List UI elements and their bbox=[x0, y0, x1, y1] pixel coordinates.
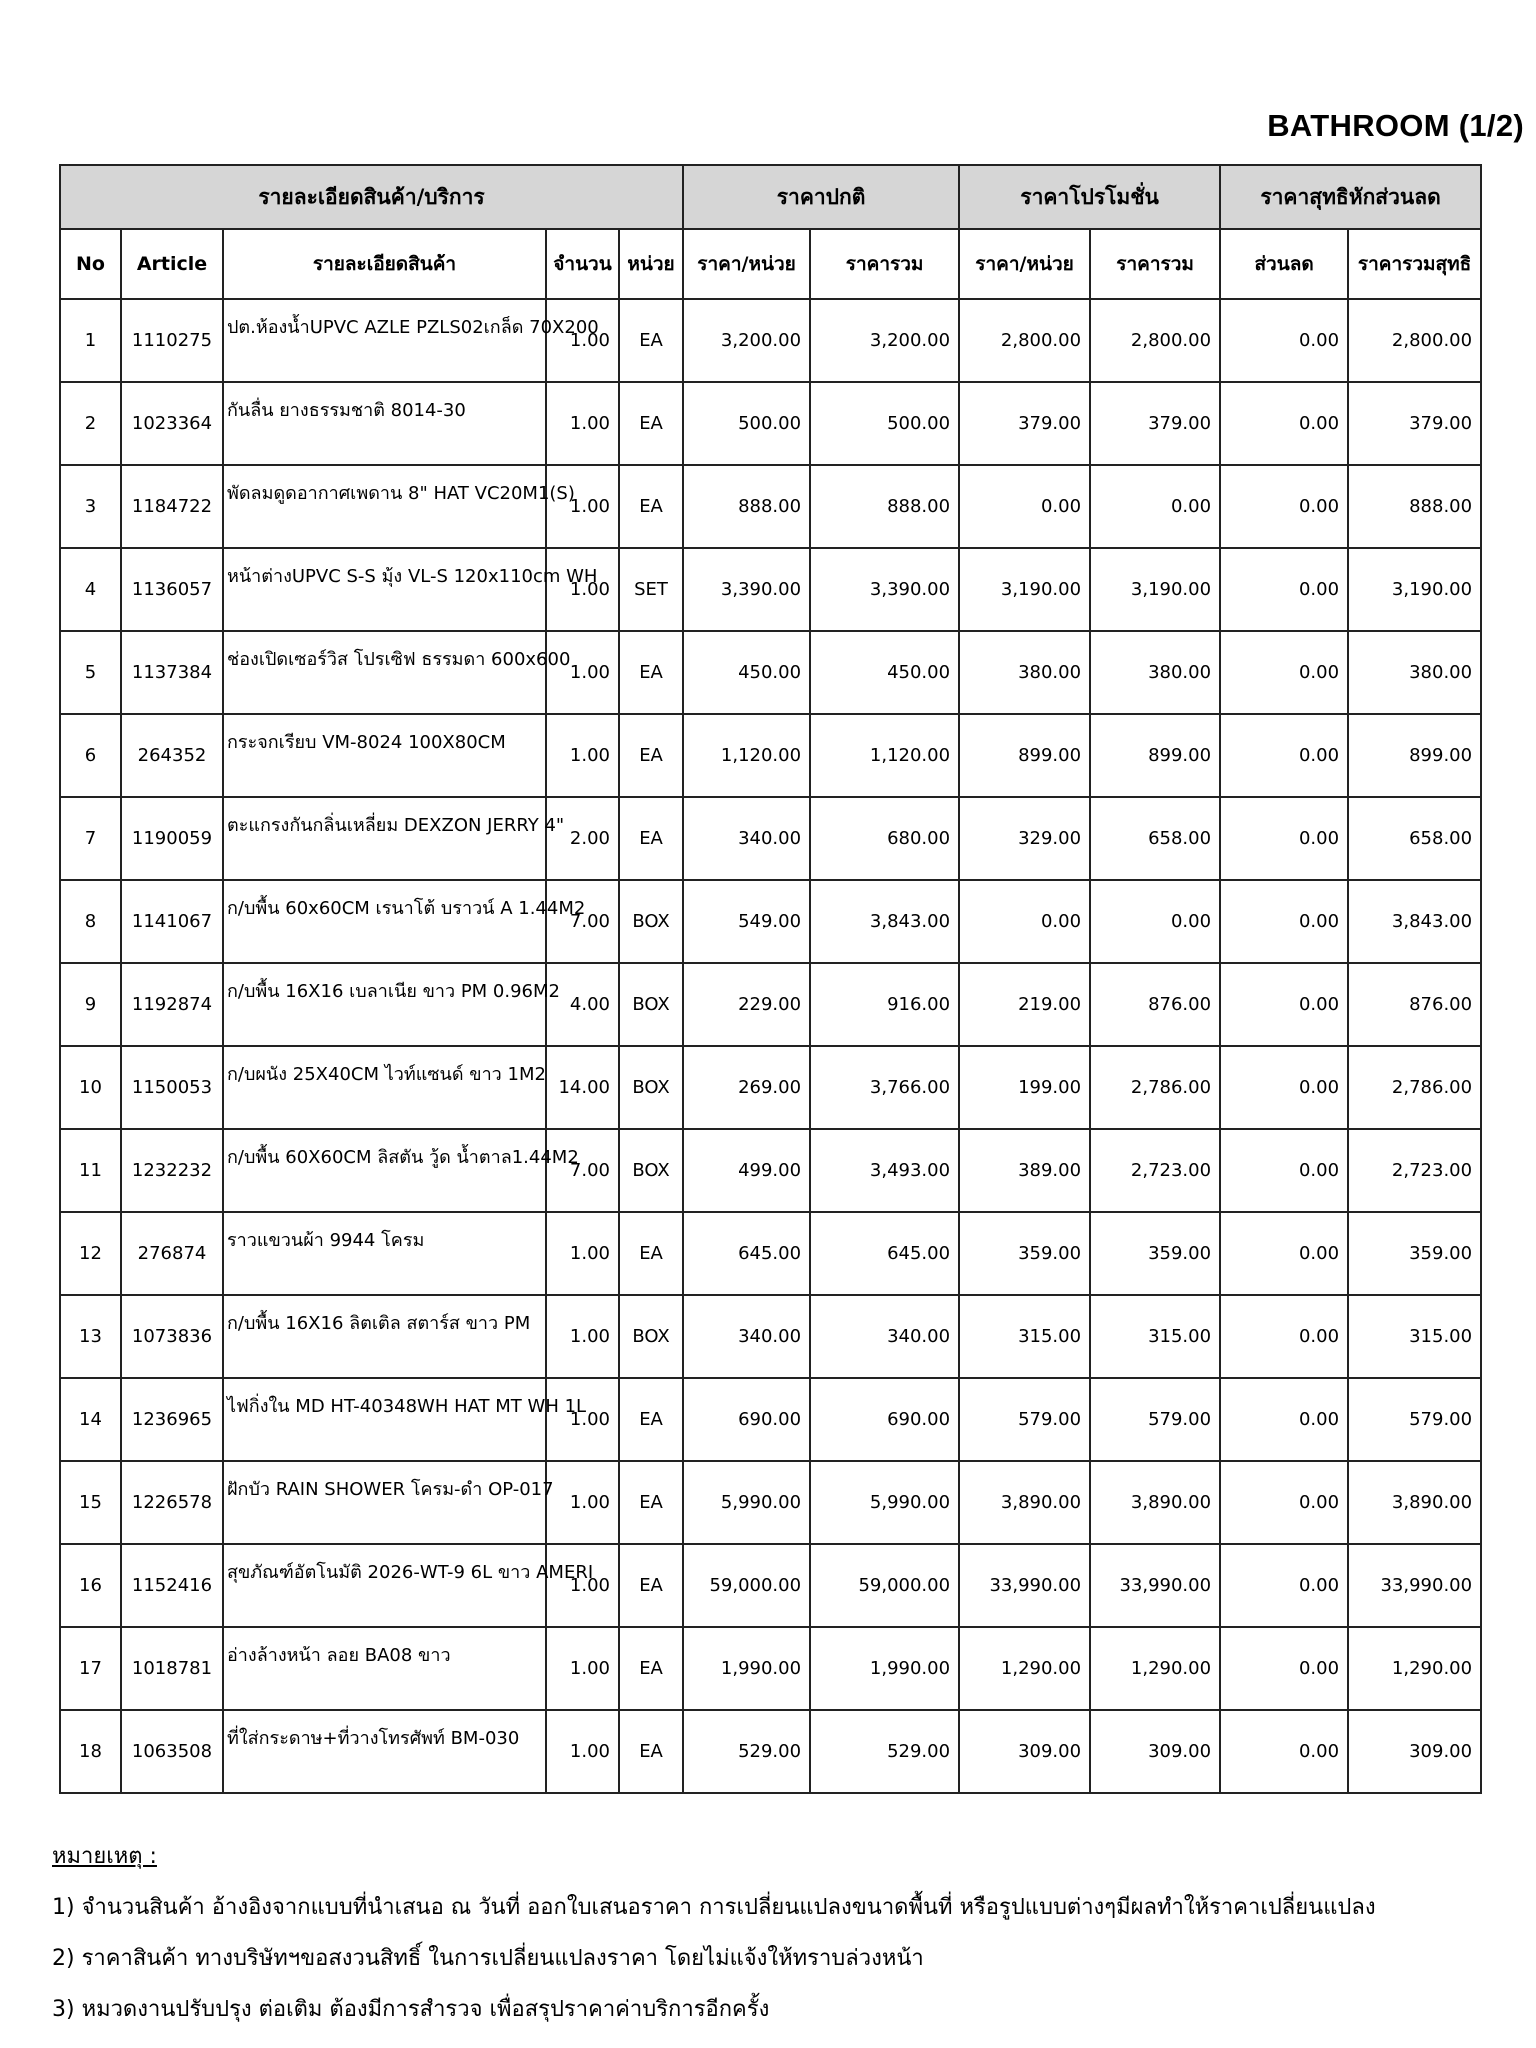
table-cell: 549.00 bbox=[683, 880, 810, 963]
table-cell: 0.00 bbox=[1220, 1627, 1348, 1710]
table-cell: 3,390.00 bbox=[810, 548, 959, 631]
column-header: จำนวน bbox=[546, 229, 619, 299]
table-cell: 1.00 bbox=[546, 1544, 619, 1627]
column-header: No bbox=[60, 229, 121, 299]
table-cell: 1.00 bbox=[546, 714, 619, 797]
remark-line: 1) จำนวนสินค้า อ้างอิงจากแบบที่นำเสนอ ณ วันที่ ออกใบเสนอราคา การเปลี่ยนแปลงขนาดพื้นที่ หรือรูปแบบต่างๆมีผลทำให้ราคาเปลี่ยนแปลง bbox=[52, 1895, 1376, 1920]
table-cell: BOX bbox=[619, 963, 683, 1046]
table-cell: 916.00 bbox=[810, 963, 959, 1046]
table-cell: 276874 bbox=[121, 1212, 223, 1295]
table-cell: 309.00 bbox=[959, 1710, 1090, 1793]
table-cell: 1152416 bbox=[121, 1544, 223, 1627]
table-cell: 3,766.00 bbox=[810, 1046, 959, 1129]
table-cell: 579.00 bbox=[1090, 1378, 1220, 1461]
table-cell: EA bbox=[619, 1544, 683, 1627]
table-cell: 389.00 bbox=[959, 1129, 1090, 1212]
table-cell: 876.00 bbox=[1090, 963, 1220, 1046]
table-cell: 1236965 bbox=[121, 1378, 223, 1461]
table-cell: EA bbox=[619, 1461, 683, 1544]
table-cell: 500.00 bbox=[810, 382, 959, 465]
table-cell: 10 bbox=[60, 1046, 121, 1129]
table-cell: 3,190.00 bbox=[1348, 548, 1481, 631]
column-header: หน่วย bbox=[619, 229, 683, 299]
table-cell: 219.00 bbox=[959, 963, 1090, 1046]
table-cell: 1.00 bbox=[546, 382, 619, 465]
table-cell: 3,493.00 bbox=[810, 1129, 959, 1212]
table-cell: กระจกเรียบ VM-8024 100X80CM bbox=[223, 714, 546, 797]
table-cell: 0.00 bbox=[1220, 963, 1348, 1046]
table-cell: 2,723.00 bbox=[1348, 1129, 1481, 1212]
table-cell: EA bbox=[619, 1378, 683, 1461]
table-row bbox=[60, 714, 1481, 797]
table-cell: 11 bbox=[60, 1129, 121, 1212]
table-cell: 3,890.00 bbox=[1348, 1461, 1481, 1544]
table-cell: 1.00 bbox=[546, 1295, 619, 1378]
table-cell: ก/บพื้น 60X60CM ลิสตัน วู้ด น้ำตาล1.44M2 bbox=[223, 1129, 546, 1212]
table-cell: 1.00 bbox=[546, 548, 619, 631]
table-cell: 0.00 bbox=[1090, 465, 1220, 548]
column-header: ส่วนลด bbox=[1220, 229, 1348, 299]
table-cell: 2,723.00 bbox=[1090, 1129, 1220, 1212]
table-cell: 329.00 bbox=[959, 797, 1090, 880]
table-cell: 8 bbox=[60, 880, 121, 963]
table-cell: 899.00 bbox=[959, 714, 1090, 797]
column-header: ราคารวมสุทธิ bbox=[1348, 229, 1481, 299]
quotation-table bbox=[59, 164, 1482, 1794]
table-row bbox=[60, 382, 1481, 465]
table-cell: 9 bbox=[60, 963, 121, 1046]
table-cell: 0.00 bbox=[1220, 880, 1348, 963]
table-cell: 1073836 bbox=[121, 1295, 223, 1378]
table-cell: 359.00 bbox=[959, 1212, 1090, 1295]
table-cell: 33,990.00 bbox=[959, 1544, 1090, 1627]
table-cell: 1184722 bbox=[121, 465, 223, 548]
table-cell: 315.00 bbox=[1348, 1295, 1481, 1378]
table-cell: 450.00 bbox=[683, 631, 810, 714]
table-cell: 380.00 bbox=[959, 631, 1090, 714]
table-cell: BOX bbox=[619, 1129, 683, 1212]
table-cell: 1.00 bbox=[546, 1461, 619, 1544]
table-cell: 1 bbox=[60, 299, 121, 382]
table-cell: EA bbox=[619, 1212, 683, 1295]
table-cell: 888.00 bbox=[1348, 465, 1481, 548]
table-cell: 645.00 bbox=[810, 1212, 959, 1295]
remarks-section bbox=[52, 1838, 1376, 2042]
table-cell: 59,000.00 bbox=[810, 1544, 959, 1627]
table-cell: 2,800.00 bbox=[959, 299, 1090, 382]
group-header-item-details: รายละเอียดสินค้า/บริการ bbox=[60, 165, 683, 229]
table-row bbox=[60, 880, 1481, 963]
table-cell: 1.00 bbox=[546, 631, 619, 714]
table-cell: พัดลมดูดอากาศเพดาน 8" HAT VC20M1(S) bbox=[223, 465, 546, 548]
table-cell: 0.00 bbox=[1220, 1212, 1348, 1295]
table-cell: BOX bbox=[619, 1046, 683, 1129]
table-cell: 0.00 bbox=[1220, 299, 1348, 382]
table-body bbox=[60, 299, 1481, 1793]
table-cell: 1,120.00 bbox=[810, 714, 959, 797]
table-cell: 3,843.00 bbox=[810, 880, 959, 963]
table-cell: 3,200.00 bbox=[683, 299, 810, 382]
table-cell: 1136057 bbox=[121, 548, 223, 631]
table-cell: 1,120.00 bbox=[683, 714, 810, 797]
table-row bbox=[60, 1129, 1481, 1212]
table-cell: 15 bbox=[60, 1461, 121, 1544]
table-cell: 499.00 bbox=[683, 1129, 810, 1212]
table-cell: 1110275 bbox=[121, 299, 223, 382]
table-cell: 3,890.00 bbox=[959, 1461, 1090, 1544]
table-row bbox=[60, 1627, 1481, 1710]
table-cell: 1023364 bbox=[121, 382, 223, 465]
table-cell: SET bbox=[619, 548, 683, 631]
table-cell: ตะแกรงกันกลิ่นเหลี่ยม DEXZON JERRY 4" bbox=[223, 797, 546, 880]
remark-line: 3) หมวดงานปรับปรุง ต่อเติม ต้องมีการสำรวจ เพื่อสรุปราคาค่าบริการอีกครั้ง bbox=[52, 1997, 770, 2022]
table-cell: 0.00 bbox=[959, 880, 1090, 963]
table-cell: 379.00 bbox=[1090, 382, 1220, 465]
table-cell: 1,990.00 bbox=[810, 1627, 959, 1710]
table-cell: 4.00 bbox=[546, 963, 619, 1046]
remarks-lines bbox=[52, 1889, 1376, 2026]
remark-line: 2) ราคาสินค้า ทางบริษัทฯขอสงวนสิทธิ์ ในการเปลี่ยนแปลงราคา โดยไม่แจ้งให้ทราบล่วงหน้า bbox=[52, 1946, 924, 1971]
table-row bbox=[60, 963, 1481, 1046]
table-cell: 450.00 bbox=[810, 631, 959, 714]
table-cell: 359.00 bbox=[1090, 1212, 1220, 1295]
group-header-net-price: ราคาสุทธิหักส่วนลด bbox=[1220, 165, 1481, 229]
table-cell: 899.00 bbox=[1090, 714, 1220, 797]
table-cell: ก/บพื้น 60x60CM เรนาโต้ บราวน์ A 1.44M2 bbox=[223, 880, 546, 963]
table-cell: 18 bbox=[60, 1710, 121, 1793]
table-cell: 2,800.00 bbox=[1090, 299, 1220, 382]
table-cell: 1.00 bbox=[546, 1710, 619, 1793]
table-cell: 888.00 bbox=[810, 465, 959, 548]
table-cell: 0.00 bbox=[1220, 1544, 1348, 1627]
table-cell: 33,990.00 bbox=[1348, 1544, 1481, 1627]
table-cell: EA bbox=[619, 465, 683, 548]
table-row bbox=[60, 548, 1481, 631]
table-row bbox=[60, 1212, 1481, 1295]
table-cell: 0.00 bbox=[1220, 465, 1348, 548]
table-cell: 199.00 bbox=[959, 1046, 1090, 1129]
table-cell: 5,990.00 bbox=[683, 1461, 810, 1544]
table-row bbox=[60, 1544, 1481, 1627]
group-header-promotion-price: ราคาโปรโมชั่น bbox=[959, 165, 1220, 229]
table-cell: 0.00 bbox=[1220, 1295, 1348, 1378]
table-row bbox=[60, 1295, 1481, 1378]
table-cell: 0.00 bbox=[1220, 1461, 1348, 1544]
column-header: ราคารวม bbox=[1090, 229, 1220, 299]
table-cell: 359.00 bbox=[1348, 1212, 1481, 1295]
table-cell: 379.00 bbox=[1348, 382, 1481, 465]
table-cell: 1150053 bbox=[121, 1046, 223, 1129]
table-cell: 0.00 bbox=[1220, 797, 1348, 880]
column-header: Article bbox=[121, 229, 223, 299]
table-cell: 59,000.00 bbox=[683, 1544, 810, 1627]
table-row bbox=[60, 631, 1481, 714]
remarks-title: หมายเหตุ : bbox=[52, 1844, 157, 1869]
table-cell: หน้าต่างUPVC S-S มุ้ง VL-S 120x110cm WH bbox=[223, 548, 546, 631]
table-cell: 380.00 bbox=[1348, 631, 1481, 714]
table-cell: 14 bbox=[60, 1378, 121, 1461]
table-cell: 315.00 bbox=[959, 1295, 1090, 1378]
table-cell: 1018781 bbox=[121, 1627, 223, 1710]
table-cell: 309.00 bbox=[1090, 1710, 1220, 1793]
group-header-regular-price: ราคาปกติ bbox=[683, 165, 959, 229]
table-cell: 0.00 bbox=[1220, 1129, 1348, 1212]
table-row bbox=[60, 797, 1481, 880]
table-cell: 1.00 bbox=[546, 1627, 619, 1710]
table-cell: 1,990.00 bbox=[683, 1627, 810, 1710]
table-cell: 5,990.00 bbox=[810, 1461, 959, 1544]
table-cell: 1,290.00 bbox=[1348, 1627, 1481, 1710]
table-row bbox=[60, 299, 1481, 382]
table-row bbox=[60, 1378, 1481, 1461]
table-cell: 16 bbox=[60, 1544, 121, 1627]
table-cell: 1,290.00 bbox=[1090, 1627, 1220, 1710]
table-cell: 0.00 bbox=[1220, 548, 1348, 631]
table-cell: 1190059 bbox=[121, 797, 223, 880]
table-cell: 899.00 bbox=[1348, 714, 1481, 797]
table-cell: 579.00 bbox=[959, 1378, 1090, 1461]
table-cell: 380.00 bbox=[1090, 631, 1220, 714]
table-cell: 579.00 bbox=[1348, 1378, 1481, 1461]
table-cell: 1,290.00 bbox=[959, 1627, 1090, 1710]
table-cell: 12 bbox=[60, 1212, 121, 1295]
table-cell: 13 bbox=[60, 1295, 121, 1378]
table-cell: 658.00 bbox=[1090, 797, 1220, 880]
table-cell: 888.00 bbox=[683, 465, 810, 548]
column-header: ราคา/หน่วย bbox=[959, 229, 1090, 299]
table-cell: 3 bbox=[60, 465, 121, 548]
table-cell: 264352 bbox=[121, 714, 223, 797]
table-row bbox=[60, 1461, 1481, 1544]
table-cell: 1226578 bbox=[121, 1461, 223, 1544]
table-cell: 1.00 bbox=[546, 1378, 619, 1461]
table-cell: EA bbox=[619, 1710, 683, 1793]
table-cell: ก/บผนัง 25X40CM ไวท์แซนด์ ขาว 1M2 bbox=[223, 1046, 546, 1129]
table-cell: ก/บพื้น 16X16 ลิตเติล สตาร์ส ขาว PM bbox=[223, 1295, 546, 1378]
table-cell: 3,190.00 bbox=[959, 548, 1090, 631]
table-cell: ราวแขวนผ้า 9944 โครม bbox=[223, 1212, 546, 1295]
table-cell: 2.00 bbox=[546, 797, 619, 880]
table-cell: 876.00 bbox=[1348, 963, 1481, 1046]
table-cell: EA bbox=[619, 631, 683, 714]
table-cell: ปต.ห้องน้ำUPVC AZLE PZLS02เกล็ด 70X200 bbox=[223, 299, 546, 382]
table-cell: 340.00 bbox=[683, 1295, 810, 1378]
table-cell: 3,890.00 bbox=[1090, 1461, 1220, 1544]
table-cell: 269.00 bbox=[683, 1046, 810, 1129]
group-header-row bbox=[60, 165, 1481, 229]
table-cell: 658.00 bbox=[1348, 797, 1481, 880]
page-title: BATHROOM (1/2) bbox=[1267, 108, 1524, 143]
table-cell: 645.00 bbox=[683, 1212, 810, 1295]
table-cell: ที่ใส่กระดาษ+ที่วางโทรศัพท์ BM-030 bbox=[223, 1710, 546, 1793]
table-row bbox=[60, 1710, 1481, 1793]
table-cell: 1063508 bbox=[121, 1710, 223, 1793]
table-cell: 0.00 bbox=[1220, 1046, 1348, 1129]
column-header-row bbox=[60, 229, 1481, 299]
table-cell: 33,990.00 bbox=[1090, 1544, 1220, 1627]
table-cell: 5 bbox=[60, 631, 121, 714]
column-header: ราคารวม bbox=[810, 229, 959, 299]
table-cell: 340.00 bbox=[810, 1295, 959, 1378]
table-cell: 0.00 bbox=[1220, 1710, 1348, 1793]
table-cell: 0.00 bbox=[1220, 1378, 1348, 1461]
table-cell: 690.00 bbox=[683, 1378, 810, 1461]
table-cell: 2,786.00 bbox=[1348, 1046, 1481, 1129]
table-cell: 3,843.00 bbox=[1348, 880, 1481, 963]
table-cell: 7.00 bbox=[546, 1129, 619, 1212]
table-cell: 340.00 bbox=[683, 797, 810, 880]
table-cell: 1192874 bbox=[121, 963, 223, 1046]
table-cell: 2,800.00 bbox=[1348, 299, 1481, 382]
table-cell: 17 bbox=[60, 1627, 121, 1710]
table-cell: 529.00 bbox=[683, 1710, 810, 1793]
table-cell: 500.00 bbox=[683, 382, 810, 465]
table-cell: 0.00 bbox=[1220, 714, 1348, 797]
table-cell: EA bbox=[619, 299, 683, 382]
table-cell: 1.00 bbox=[546, 299, 619, 382]
table-cell: 7.00 bbox=[546, 880, 619, 963]
table-cell: 0.00 bbox=[1090, 880, 1220, 963]
table-cell: 315.00 bbox=[1090, 1295, 1220, 1378]
table-cell: ก/บพื้น 16X16 เบลาเนีย ขาว PM 0.96M2 bbox=[223, 963, 546, 1046]
table-cell: 2 bbox=[60, 382, 121, 465]
table-cell: 680.00 bbox=[810, 797, 959, 880]
table-cell: 1232232 bbox=[121, 1129, 223, 1212]
table-cell: 0.00 bbox=[959, 465, 1090, 548]
table-cell: 1137384 bbox=[121, 631, 223, 714]
table-row bbox=[60, 1046, 1481, 1129]
table-cell: 0.00 bbox=[1220, 631, 1348, 714]
table-cell: 2,786.00 bbox=[1090, 1046, 1220, 1129]
table-cell: 1.00 bbox=[546, 1212, 619, 1295]
table-cell: 7 bbox=[60, 797, 121, 880]
table-cell: กันลื่น ยางธรรมชาติ 8014-30 bbox=[223, 382, 546, 465]
table-cell: ฝักบัว RAIN SHOWER โครม-ดำ OP-017 bbox=[223, 1461, 546, 1544]
table-cell: 529.00 bbox=[810, 1710, 959, 1793]
table-cell: ช่องเปิดเซอร์วิส โปรเซิฟ ธรรมดา 600x600 bbox=[223, 631, 546, 714]
table-cell: BOX bbox=[619, 1295, 683, 1378]
table-cell: BOX bbox=[619, 880, 683, 963]
table-cell: EA bbox=[619, 382, 683, 465]
table-cell: 3,200.00 bbox=[810, 299, 959, 382]
table-cell: 4 bbox=[60, 548, 121, 631]
column-header: รายละเอียดสินค้า bbox=[223, 229, 546, 299]
table-cell: อ่างล้างหน้า ลอย BA08 ขาว bbox=[223, 1627, 546, 1710]
table-cell: 1.00 bbox=[546, 465, 619, 548]
table-cell: EA bbox=[619, 797, 683, 880]
table-row bbox=[60, 465, 1481, 548]
table-cell: 0.00 bbox=[1220, 382, 1348, 465]
table-cell: 14.00 bbox=[546, 1046, 619, 1129]
table-cell: 1141067 bbox=[121, 880, 223, 963]
table-cell: 3,390.00 bbox=[683, 548, 810, 631]
table-cell: 309.00 bbox=[1348, 1710, 1481, 1793]
column-header: ราคา/หน่วย bbox=[683, 229, 810, 299]
table-cell: EA bbox=[619, 714, 683, 797]
table-cell: 229.00 bbox=[683, 963, 810, 1046]
table-cell: ไฟกิ่งใน MD HT-40348WH HAT MT WH 1L bbox=[223, 1378, 546, 1461]
table-cell: EA bbox=[619, 1627, 683, 1710]
table-cell: 3,190.00 bbox=[1090, 548, 1220, 631]
table-cell: สุขภัณฑ์อัตโนมัติ 2026-WT-9 6L ขาว AMERI bbox=[223, 1544, 546, 1627]
table-cell: 379.00 bbox=[959, 382, 1090, 465]
table-cell: 6 bbox=[60, 714, 121, 797]
table-cell: 690.00 bbox=[810, 1378, 959, 1461]
